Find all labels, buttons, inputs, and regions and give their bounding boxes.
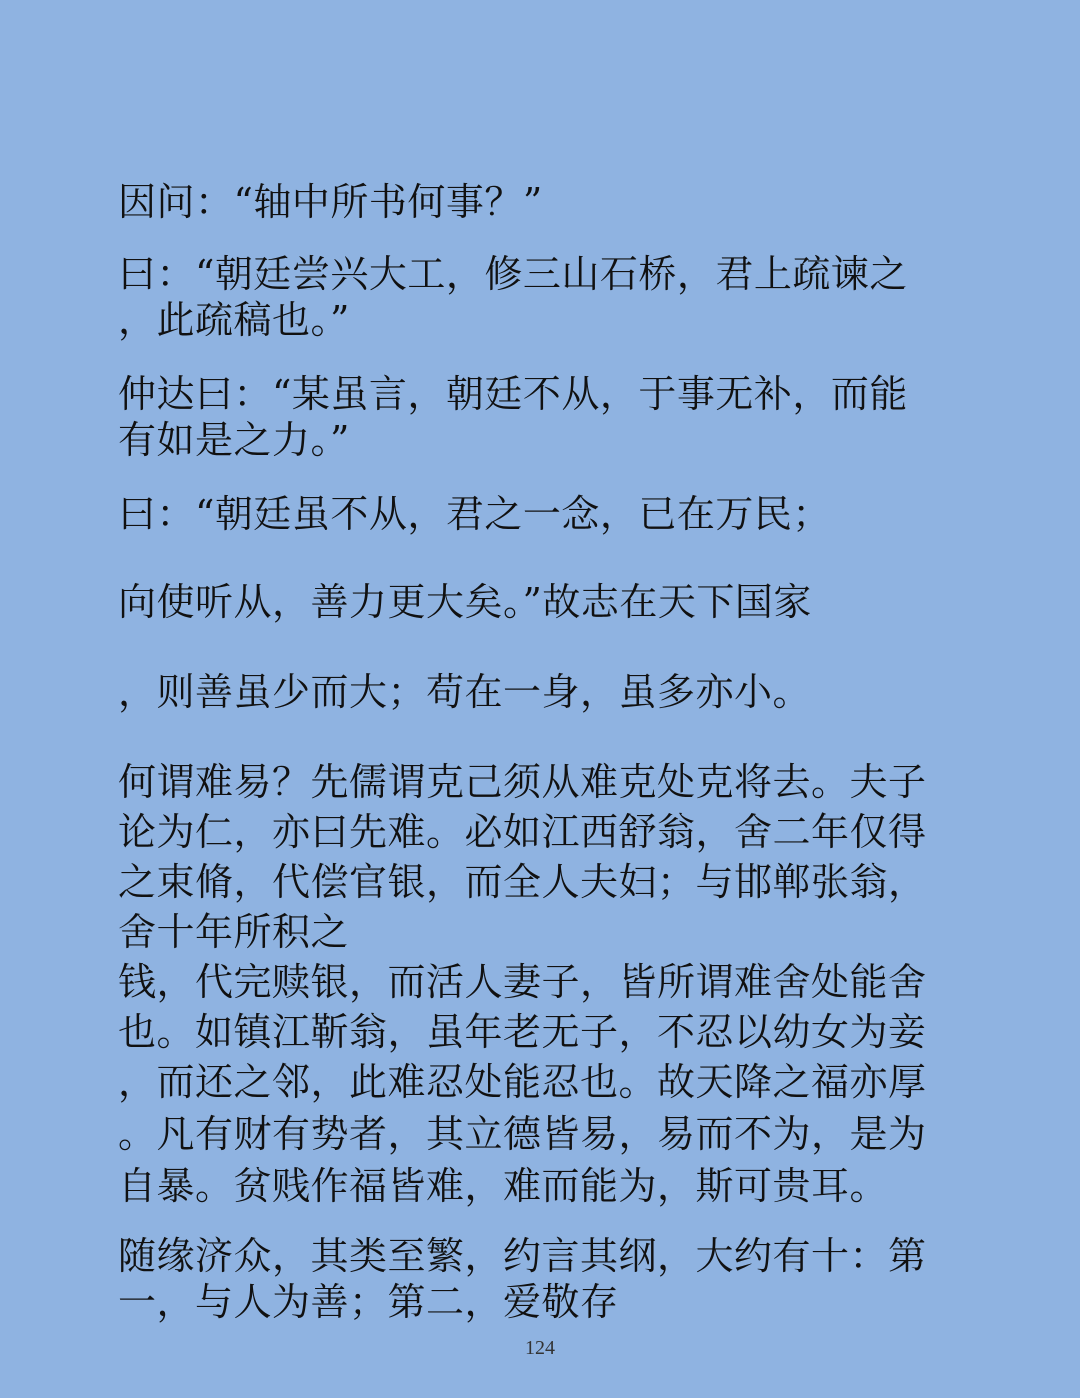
text-line: 之束脩，代偿官银，而全人夫妇；与邯郸张翁， (118, 860, 927, 904)
text-line: 仲达曰：“某虽言，朝廷不从，于事无补，而能 (118, 372, 908, 416)
text-line: 因问：“轴中所书何事？” (118, 180, 543, 224)
text-line: 曰：“朝廷虽不从，君之一念，已在万民； (118, 492, 831, 536)
text-line: 随缘济众，其类至繁，约言其纲，大约有十：第 (118, 1234, 927, 1278)
text-line: 论为仁，亦曰先难。必如江西舒翁，舍二年仅得 (118, 810, 927, 854)
text-line: ，此疏稿也。” (118, 298, 350, 342)
text-line: ，而还之邻，此难忍处能忍也。故天降之福亦厚 (118, 1060, 927, 1104)
text-line: 钱，代完赎银，而活人妻子，皆所谓难舍处能舍 (118, 960, 927, 1004)
text-line: ，则善虽少而大；苟在一身，虽多亦小。 (118, 670, 812, 714)
text-line: 也。如镇江靳翁，虽年老无子，不忍以幼女为妾 (118, 1010, 927, 1054)
text-line: 向使听从，善力更大矣。”故志在天下国家 (118, 580, 812, 624)
page-number: 124 (525, 1337, 555, 1359)
text-line: 曰：“朝廷尝兴大工，修三山石桥，君上疏谏之 (118, 252, 908, 296)
text-line: 舍十年所积之 (118, 910, 350, 954)
text-line: 有如是之力。” (118, 418, 350, 462)
text-line: 自暴。贫贱作福皆难，难而能为，斯可贵耳。 (118, 1164, 889, 1208)
text-line: 。凡有财有势者，其立德皆易，易而不为，是为 (118, 1112, 927, 1156)
text-line: 何谓难易？先儒谓克己须从难克处克将去。夫子 (118, 760, 927, 804)
text-line: 一，与人为善；第二，爱敬存 (118, 1280, 619, 1324)
